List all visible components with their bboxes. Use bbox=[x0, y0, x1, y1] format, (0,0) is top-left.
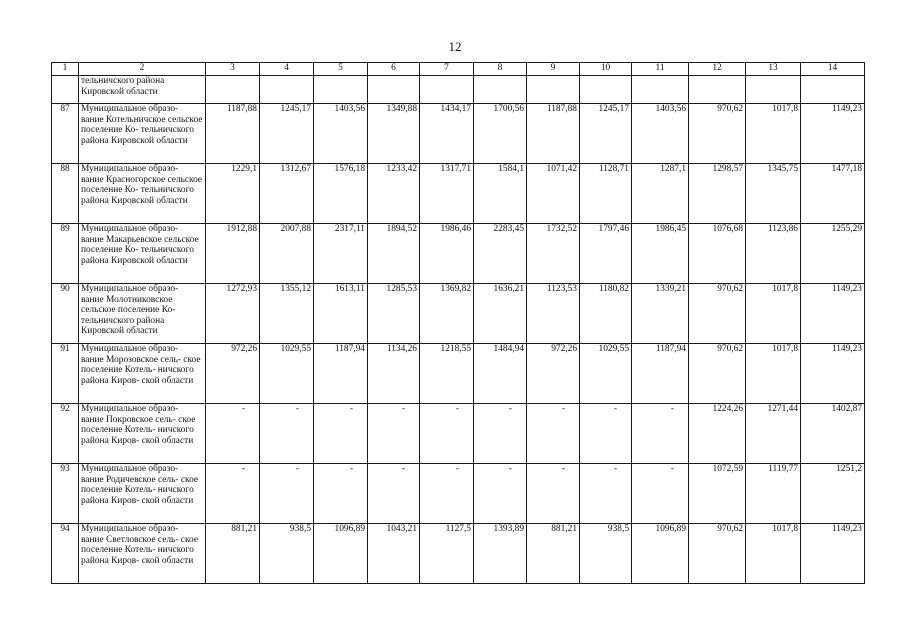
value-cell: 1393,89 bbox=[474, 524, 527, 584]
value-cell: 1229,1 bbox=[206, 164, 260, 224]
value-cell: 1349,88 bbox=[368, 104, 420, 164]
value-cell: 1123,86 bbox=[746, 224, 801, 284]
value-cell: 1218,55 bbox=[420, 344, 474, 404]
value-cell: 1096,89 bbox=[314, 524, 368, 584]
value-cell: 970,62 bbox=[689, 104, 746, 164]
table-row-continuation bbox=[52, 76, 865, 104]
value-cell bbox=[689, 76, 746, 104]
municipality-name: Муниципальное образо- вание Родичевское сель- ское поселение Котель- ничского района Киров- ской области bbox=[79, 464, 206, 524]
value-cell: 1986,45 bbox=[632, 224, 689, 284]
value-cell: 1797,46 bbox=[580, 224, 632, 284]
value-cell: 1017,8 bbox=[746, 344, 801, 404]
row-number: 94 bbox=[52, 524, 79, 584]
value-cell: 1096,89 bbox=[632, 524, 689, 584]
value-cell: 938,5 bbox=[580, 524, 632, 584]
column-header: 12 bbox=[689, 63, 746, 76]
tariff-table bbox=[51, 62, 865, 584]
value-cell: - bbox=[580, 404, 632, 464]
value-cell: 1345,75 bbox=[746, 164, 801, 224]
municipality-name: Муниципальное образо- вание Красногорское сельское поселение Ко- тельничского района Кировской области bbox=[79, 164, 206, 224]
value-cell bbox=[801, 76, 865, 104]
table-row bbox=[52, 104, 865, 164]
value-cell: 1484,94 bbox=[474, 344, 527, 404]
value-cell: 1369,82 bbox=[420, 284, 474, 344]
value-cell: 1072,59 bbox=[689, 464, 746, 524]
municipality-name: Муниципальное образо- вание Светловское сель- ское поселение Котель- ничского района Киров- ской области bbox=[79, 524, 206, 584]
value-cell: - bbox=[368, 404, 420, 464]
value-cell: - bbox=[314, 464, 368, 524]
value-cell: 1224,26 bbox=[689, 404, 746, 464]
column-header: 6 bbox=[368, 63, 420, 76]
row-number: 89 bbox=[52, 224, 79, 284]
value-cell: 1403,56 bbox=[632, 104, 689, 164]
value-cell: 1287,1 bbox=[632, 164, 689, 224]
row-number: 93 bbox=[52, 464, 79, 524]
value-cell: 1355,12 bbox=[260, 284, 314, 344]
value-cell: 1700,56 bbox=[474, 104, 527, 164]
column-header: 11 bbox=[632, 63, 689, 76]
column-header: 2 bbox=[79, 63, 206, 76]
value-cell: 1732,52 bbox=[527, 224, 580, 284]
value-cell bbox=[580, 76, 632, 104]
value-cell: 1255,29 bbox=[801, 224, 865, 284]
table-row bbox=[52, 464, 865, 524]
value-cell: 1017,8 bbox=[746, 284, 801, 344]
table-row bbox=[52, 224, 865, 284]
value-cell bbox=[368, 76, 420, 104]
value-cell: - bbox=[260, 464, 314, 524]
row-number: 92 bbox=[52, 404, 79, 464]
value-cell bbox=[420, 76, 474, 104]
value-cell: 1180,82 bbox=[580, 284, 632, 344]
municipality-name: Муниципальное образо- вание Молотниковское сельское поселение Ко- тельничского района Кировской области bbox=[79, 284, 206, 344]
value-cell: 1017,8 bbox=[746, 104, 801, 164]
value-cell: 1272,93 bbox=[206, 284, 260, 344]
value-cell: 1187,94 bbox=[314, 344, 368, 404]
municipality-name: Муниципальное образо- вание Макарьевское сельское поселение Ко- тельничского района Кировской области bbox=[79, 224, 206, 284]
value-cell: 1986,46 bbox=[420, 224, 474, 284]
table-row bbox=[52, 284, 865, 344]
value-cell: 1245,17 bbox=[260, 104, 314, 164]
value-cell: 1187,94 bbox=[632, 344, 689, 404]
value-cell: - bbox=[206, 404, 260, 464]
value-cell: 1285,53 bbox=[368, 284, 420, 344]
value-cell: 1149,23 bbox=[801, 284, 865, 344]
value-cell: 1029,55 bbox=[260, 344, 314, 404]
value-cell: 1613,11 bbox=[314, 284, 368, 344]
value-cell: 1127,5 bbox=[420, 524, 474, 584]
value-cell: - bbox=[527, 404, 580, 464]
municipality-name: Муниципальное образо- вание Морозовское сель- ское поселение Котель- ничского района Киров- ской области bbox=[79, 344, 206, 404]
municipality-name: Муниципальное образо- вание Котельничское сельское поселение Ко- тельничского района Кировской области bbox=[79, 104, 206, 164]
value-cell: 1149,23 bbox=[801, 524, 865, 584]
column-header: 7 bbox=[420, 63, 474, 76]
header-row bbox=[52, 63, 865, 76]
value-cell: 970,62 bbox=[689, 524, 746, 584]
column-header: 14 bbox=[801, 63, 865, 76]
value-cell: - bbox=[527, 464, 580, 524]
value-cell: 1233,42 bbox=[368, 164, 420, 224]
row-number: 88 bbox=[52, 164, 79, 224]
column-header: 9 bbox=[527, 63, 580, 76]
value-cell: 1245,17 bbox=[580, 104, 632, 164]
value-cell: 1912,88 bbox=[206, 224, 260, 284]
value-cell bbox=[527, 76, 580, 104]
value-cell: - bbox=[420, 464, 474, 524]
value-cell: 1402,87 bbox=[801, 404, 865, 464]
table-body bbox=[52, 63, 865, 584]
value-cell: 1271,44 bbox=[746, 404, 801, 464]
value-cell: 972,26 bbox=[527, 344, 580, 404]
column-header: 10 bbox=[580, 63, 632, 76]
value-cell: 1584,1 bbox=[474, 164, 527, 224]
column-header: 5 bbox=[314, 63, 368, 76]
value-cell: - bbox=[314, 404, 368, 464]
value-cell: 970,62 bbox=[689, 344, 746, 404]
row-number: 87 bbox=[52, 104, 79, 164]
value-cell: 1187,88 bbox=[527, 104, 580, 164]
table-row bbox=[52, 404, 865, 464]
value-cell: 972,26 bbox=[206, 344, 260, 404]
value-cell: 1339,21 bbox=[632, 284, 689, 344]
value-cell: 970,62 bbox=[689, 284, 746, 344]
value-cell: - bbox=[632, 464, 689, 524]
value-cell: 1317,71 bbox=[420, 164, 474, 224]
column-header: 4 bbox=[260, 63, 314, 76]
value-cell: 1029,55 bbox=[580, 344, 632, 404]
value-cell: - bbox=[580, 464, 632, 524]
value-cell: 1187,88 bbox=[206, 104, 260, 164]
value-cell: 1298,57 bbox=[689, 164, 746, 224]
value-cell: - bbox=[632, 404, 689, 464]
value-cell: 881,21 bbox=[206, 524, 260, 584]
value-cell: 1043,21 bbox=[368, 524, 420, 584]
value-cell bbox=[632, 76, 689, 104]
value-cell: 1434,17 bbox=[420, 104, 474, 164]
column-header: 13 bbox=[746, 63, 801, 76]
value-cell: 1134,26 bbox=[368, 344, 420, 404]
value-cell: 1576,18 bbox=[314, 164, 368, 224]
value-cell: 1403,56 bbox=[314, 104, 368, 164]
value-cell: 2317,11 bbox=[314, 224, 368, 284]
value-cell: - bbox=[206, 464, 260, 524]
value-cell: 1128,71 bbox=[580, 164, 632, 224]
value-cell: 1312,67 bbox=[260, 164, 314, 224]
value-cell: 2007,88 bbox=[260, 224, 314, 284]
table-row bbox=[52, 164, 865, 224]
value-cell: - bbox=[474, 464, 527, 524]
value-cell bbox=[474, 76, 527, 104]
value-cell: 1071,42 bbox=[527, 164, 580, 224]
page-number: 12 bbox=[448, 39, 462, 54]
value-cell: 1251,2 bbox=[801, 464, 865, 524]
value-cell bbox=[260, 76, 314, 104]
value-cell bbox=[746, 76, 801, 104]
value-cell: 1149,23 bbox=[801, 104, 865, 164]
value-cell: 1477,18 bbox=[801, 164, 865, 224]
value-cell: - bbox=[420, 404, 474, 464]
value-cell: 1149,23 bbox=[801, 344, 865, 404]
value-cell: - bbox=[474, 404, 527, 464]
table-row bbox=[52, 344, 865, 404]
value-cell: - bbox=[260, 404, 314, 464]
value-cell: 881,21 bbox=[527, 524, 580, 584]
value-cell: 938,5 bbox=[260, 524, 314, 584]
value-cell: 1894,52 bbox=[368, 224, 420, 284]
value-cell: 1636,21 bbox=[474, 284, 527, 344]
municipality-name: Муниципальное образо- вание Покровское сель- ское поселение Котель- ничского района Киров- ской области bbox=[79, 404, 206, 464]
row-number: 90 bbox=[52, 284, 79, 344]
row-number: 91 bbox=[52, 344, 79, 404]
municipality-name: тельничского района Кировской области bbox=[79, 76, 206, 104]
table-row bbox=[52, 524, 865, 584]
value-cell: 1123,53 bbox=[527, 284, 580, 344]
value-cell: 2283,45 bbox=[474, 224, 527, 284]
value-cell: - bbox=[368, 464, 420, 524]
column-header: 3 bbox=[206, 63, 260, 76]
value-cell: 1076,68 bbox=[689, 224, 746, 284]
value-cell bbox=[206, 76, 260, 104]
value-cell: 1017,8 bbox=[746, 524, 801, 584]
value-cell bbox=[314, 76, 368, 104]
column-header: 8 bbox=[474, 63, 527, 76]
row-number bbox=[52, 76, 79, 104]
column-header: 1 bbox=[52, 63, 79, 76]
value-cell: 1119,77 bbox=[746, 464, 801, 524]
